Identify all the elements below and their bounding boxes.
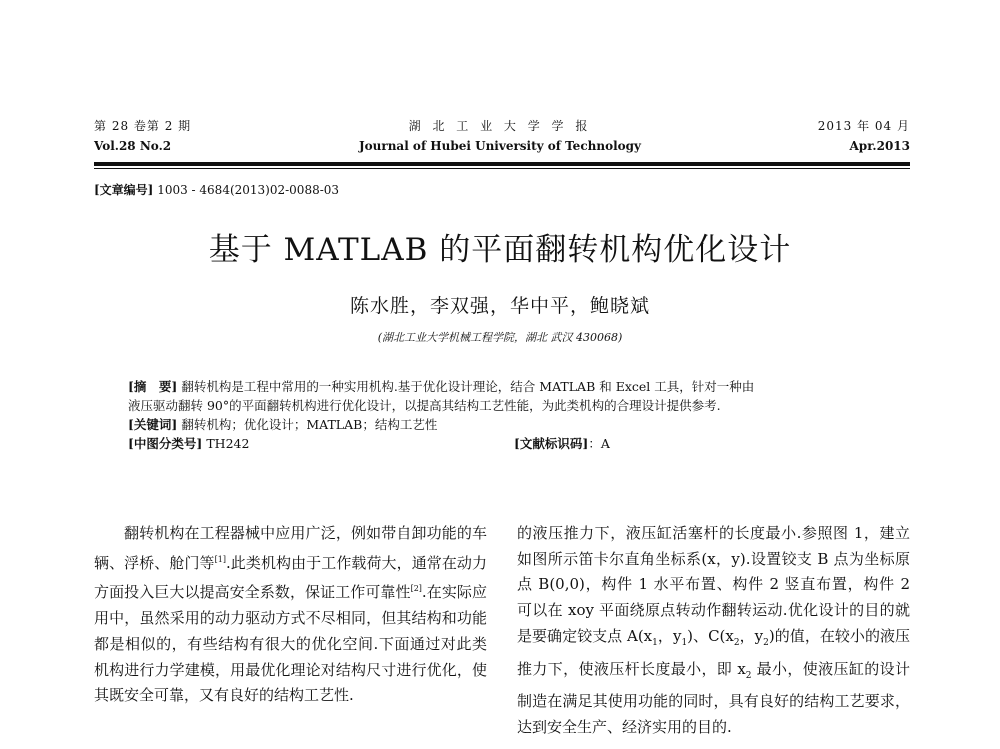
citation-1: [1]: [214, 554, 226, 564]
header-date-en: Apr.2013: [849, 139, 910, 153]
header-date-cn: 2013 年 04 月: [817, 119, 910, 133]
header-journal-en: Journal of Hubei University of Technology: [358, 139, 642, 153]
header-volume-cn: 第 28 卷第 2 期: [94, 119, 192, 133]
keywords-value: 翻转机构；优化设计；MATLAB；结构工艺性: [181, 417, 438, 432]
body-paragraph-1: [94, 521, 487, 709]
abstract-line-2: 液压驱动翻转 90°的平面翻转机构进行优化设计，以提高其结构工艺性能，为此类机构的合理设计提供参考.: [128, 398, 721, 413]
body-column-right: [517, 521, 910, 741]
doc-code-value: ：A: [588, 436, 610, 451]
citation-2: [2]: [410, 584, 422, 594]
subscript: 2: [745, 670, 752, 681]
body-text: )的值，在较小的液压推力下，使液压杆长度最小，即 x: [517, 626, 911, 678]
keywords-label: [关键词]: [128, 417, 178, 432]
body-text: .在实际应用中，虽然采用的动力驱动方式不尽相同，但其结构和功能都是相似的，有些结构有很大的优化空间.下面通过对此类机构进行力学建模，用最优化理论对结构尺寸进行优化，使其既安全可靠，又有良好的结构工艺性.: [94, 583, 487, 705]
body-text: ，y: [739, 626, 764, 645]
body-text: 翻转机构在工程器械中应用广泛，例如带自卸功能的车辆、浮桥、舱门等: [94, 524, 487, 572]
abstract-text-1: 翻转机构是工程中常用的一种实用机构.基于优化设计理论，结合 MATLAB 和 Excel 工具，针对一种由: [181, 379, 755, 394]
article-number-value: 1003 - 4684(2013)02-0088-03: [157, 183, 340, 197]
paper-affiliation: (湖北工业大学机械工程学院，湖北 武汉 430068): [377, 331, 623, 344]
article-number: [94, 181, 339, 198]
doc-code-label: [文献标识码]: [514, 436, 589, 451]
body-text: )、C(x: [687, 626, 734, 645]
header-volume-en: Vol.28 No.2: [94, 139, 172, 153]
body-column-left: [94, 521, 487, 709]
subscript: 1: [681, 637, 688, 648]
doc-code: [514, 434, 610, 453]
subscript: 1: [652, 637, 658, 648]
classification-value: TH242: [206, 436, 250, 451]
subscript: 2: [733, 637, 740, 648]
paper-authors: 陈水胜，李双强，华中平，鲍晓斌: [349, 295, 650, 317]
abstract-label: [摘 要]: [128, 379, 178, 394]
body-text: .此类机构由于工作载荷大，通常在动力方面投入巨大以提高安全系数，保证工作可靠性: [94, 553, 487, 602]
body-text: 的液压推力下，液压缸活塞杆的长度最小.参照图 1，建立如图所示笛卡尔直角坐标系(x，y).设置铰支 B 点为坐标原点 B(0,0)，构件 1 水平布置、构件 2 竖直布置，构件 2 可以在 xoy 平面绕原点转动作翻转运动.优化设计的目的就是要确定铰支点 A(x: [517, 524, 910, 645]
classification-label: [中图分类号]: [128, 436, 203, 451]
header-rule-thick: [94, 162, 910, 166]
paper-title: 基于 MATLAB 的平面翻转机构优化设计: [208, 232, 792, 268]
keywords-line: [128, 415, 888, 434]
body-text: ，y: [657, 626, 682, 645]
body-paragraph-2: [517, 521, 910, 741]
abstract: [128, 377, 888, 453]
abstract-line-1: [128, 377, 888, 396]
subscript: 2: [763, 637, 769, 648]
body-text: 最小，使液压缸的设计制造在满足其使用功能的同时，具有良好的结构工艺要求，达到安全生产、经济实用的目的.: [517, 659, 910, 736]
header-rule-thin: [94, 168, 910, 169]
article-number-label: [文章编号]: [94, 183, 154, 197]
header-journal-cn: 湖 北 工 业 大 学 学 报: [408, 119, 592, 133]
classification-line: [128, 434, 888, 453]
